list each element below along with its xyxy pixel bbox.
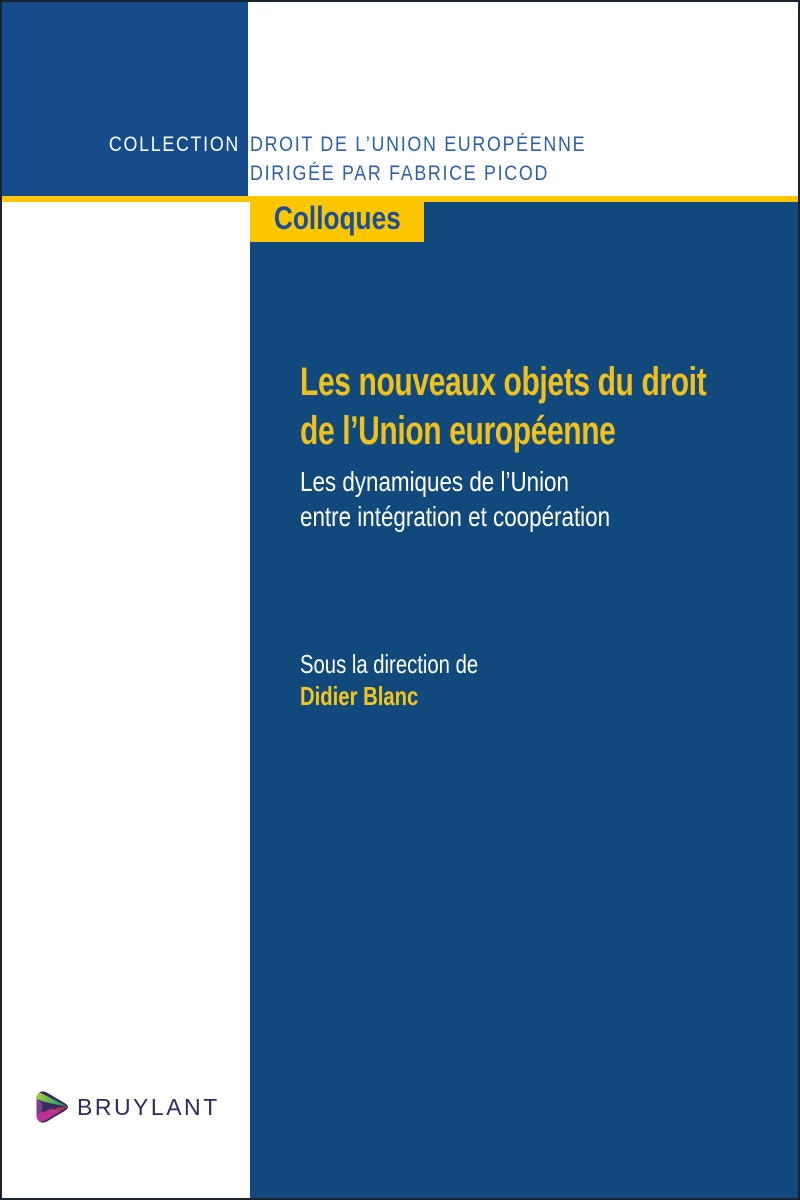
collection-directed-by: DIRIGÉE PAR FABRICE PICOD: [250, 162, 550, 185]
publisher-logo: [36, 1090, 220, 1124]
collection-label: COLLECTION: [108, 133, 241, 156]
book-subtitle-line1: Les dynamiques de l’Union: [300, 466, 569, 497]
bruylant-triangle-icon: [36, 1090, 68, 1124]
collection-series-name: DROIT DE L’UNION EUROPÉENNE: [250, 133, 587, 156]
book-subtitle: [300, 464, 610, 534]
publisher-name: BRUYLANT: [77, 1093, 220, 1120]
book-subtitle-line2: entre intégration et coopération: [300, 501, 611, 532]
direction-block: [300, 648, 528, 712]
series-badge: [250, 196, 424, 242]
book-title: [300, 358, 706, 456]
series-badge-label: Colloques: [273, 199, 401, 236]
book-title-line1: Les nouveaux objets du droit: [300, 360, 707, 404]
author-name: Didier Blanc: [300, 681, 419, 711]
direction-label: Sous la direction de: [300, 649, 479, 679]
book-title-line2: de l’Union européenne: [300, 409, 616, 453]
collection-header-line1: [2, 133, 798, 157]
top-left-navy-block: [2, 2, 248, 196]
